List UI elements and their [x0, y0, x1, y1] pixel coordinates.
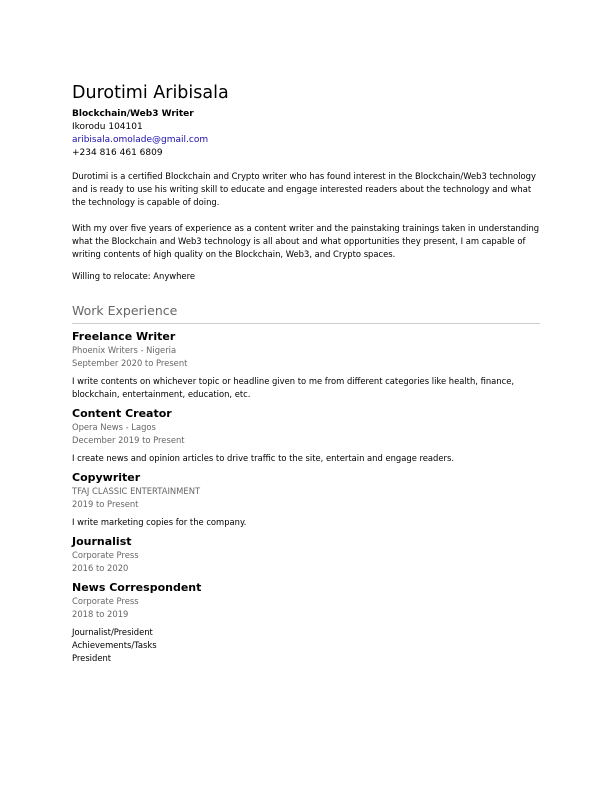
work-experience-list — [72, 330, 540, 665]
summary-paragraph-1: Durotimi is a certified Blockchain and Crypto writer who has found interest in the Blockchain/Web3 technology and is ready to use his writing skill to educate and engage interested readers about the technology and what the technology is capable of doing. — [72, 171, 536, 207]
resume-header — [72, 82, 540, 160]
job-entry — [72, 581, 540, 665]
job-entry — [72, 535, 540, 575]
relocation-note: Willing to relocate: Anywhere — [72, 271, 195, 281]
resume-page — [72, 82, 540, 665]
job-dates: December 2019 to Present — [72, 435, 185, 445]
job-description: I write contents on whichever topic or headline given to me from different categories like health, finance, blockchain, entertainment, education, etc. — [72, 376, 515, 399]
candidate-headline: Blockchain/Web3 Writer — [72, 109, 194, 119]
job-entry — [72, 471, 540, 529]
work-experience-heading: Work Experience — [72, 303, 540, 324]
summary-paragraph-2: With my over five years of experience as a content writer and the painstaking trainings taken in understanding what the Blockchain and Web3 technology is all about and what opportunities they present, I am capable of writing contents of high quality on the Blockchain, Web3, and Crypto spaces. — [72, 223, 540, 259]
job-company: Opera News - Lagos — [72, 422, 156, 432]
job-description: I write marketing copies for the company. — [72, 517, 247, 527]
job-company: Phoenix Writers - Nigeria — [72, 345, 177, 355]
job-dates: 2019 to Present — [72, 499, 139, 509]
job-entry — [72, 407, 540, 465]
job-dates: 2018 to 2019 — [72, 609, 129, 619]
job-description: I create news and opinion articles to drive traffic to the site, entertain and engage readers. — [72, 453, 454, 463]
candidate-location: Ikorodu 104101 — [72, 122, 143, 132]
job-company: Corporate Press — [72, 596, 139, 606]
job-title: News Correspondent — [72, 581, 202, 594]
job-title: Content Creator — [72, 407, 172, 420]
summary-spacer — [72, 209, 540, 222]
job-dates: September 2020 to Present — [72, 358, 188, 368]
job-company: Corporate Press — [72, 550, 139, 560]
job-title: Copywriter — [72, 471, 141, 484]
candidate-phone: +234 816 461 6809 — [72, 148, 163, 158]
job-title: Journalist — [72, 535, 132, 548]
job-entry — [72, 330, 540, 401]
job-company: TFAJ CLASSIC ENTERTAINMENT — [72, 486, 201, 496]
candidate-name: Durotimi Aribisala — [72, 83, 229, 103]
summary-section — [72, 170, 540, 283]
job-detail-line: Journalist/President — [72, 627, 153, 637]
candidate-email-link[interactable]: aribisala.omolade@gmail.com — [72, 135, 209, 145]
job-title: Freelance Writer — [72, 330, 176, 343]
job-detail-line: President — [72, 653, 112, 663]
job-dates: 2016 to 2020 — [72, 563, 129, 573]
job-detail-line: Achievements/Tasks — [72, 640, 157, 650]
job-detail-lines — [72, 626, 540, 665]
